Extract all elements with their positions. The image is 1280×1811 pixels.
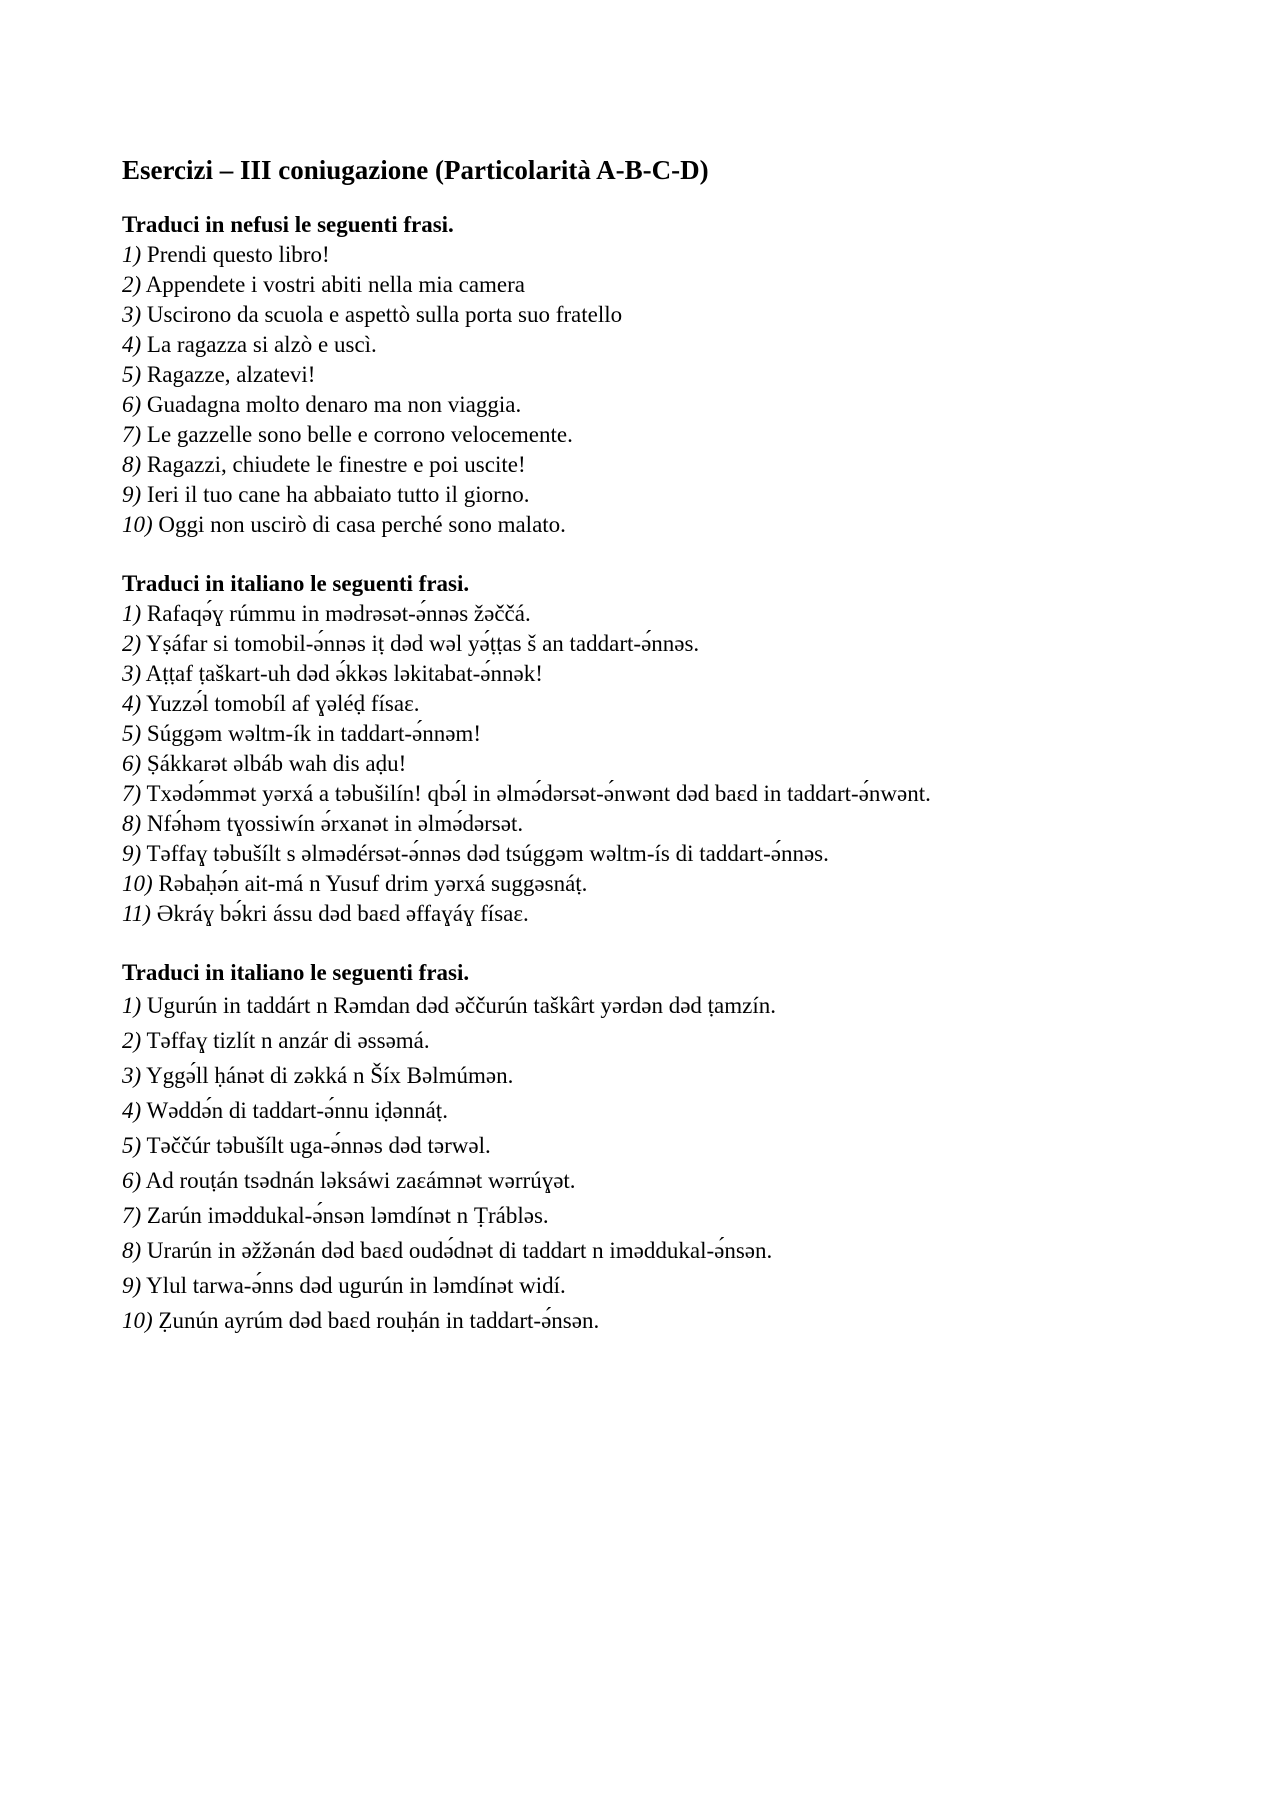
- item-text: Nfə́həm tɣossiwín ə́rxanət in əlmə́dərsət.: [141, 811, 524, 836]
- item-number: 8): [122, 1238, 142, 1263]
- item-text: La ragazza si alzò e uscì.: [141, 332, 377, 357]
- item-number: 10): [122, 1308, 153, 1333]
- item-number: 7): [122, 1203, 142, 1228]
- item-text: Ṣákkarət əlbáb wah dis aḍu!: [141, 751, 407, 776]
- item-text: Urarún in əžžənán dəd baɛd oudə́dnət di taddart n iməddukal-ə́nsən.: [141, 1238, 773, 1263]
- sentence-list: [122, 599, 1162, 929]
- item-number: 1): [122, 993, 142, 1018]
- item-text: Ẓunún ayrúm dəd baɛd rouḥán in taddart-ə́nsən.: [152, 1308, 600, 1333]
- item-text: Appendete i vostri abiti nella mia camera: [141, 272, 526, 297]
- list-item: [122, 659, 1162, 689]
- item-text: Əkráɣ bə́kri ássu dəd baɛd əffaɣáɣ físaɛ.: [150, 901, 529, 926]
- list-item: [122, 390, 1162, 420]
- item-text: Yuzzə́l tomobíl af ɣəléḍ físaɛ.: [141, 691, 420, 716]
- document-page: [122, 150, 1162, 1338]
- item-text: Ylul tarwa-ə́nns dəd ugurún in ləmdínət widí.: [141, 1273, 566, 1298]
- item-number: 10): [122, 871, 153, 896]
- document-title: Esercizi – III coniugazione (Particolarità A-B-C-D): [122, 155, 709, 185]
- item-number: 9): [122, 482, 142, 507]
- section-heading: Traduci in italiano le seguenti frasi.: [122, 960, 470, 985]
- list-item: [122, 1233, 1162, 1268]
- section-heading: Traduci in italiano le seguenti frasi.: [122, 571, 470, 596]
- item-number: 7): [122, 781, 142, 806]
- list-item: [122, 330, 1162, 360]
- list-item: [122, 300, 1162, 330]
- list-item: [122, 599, 1162, 629]
- list-item: [122, 420, 1162, 450]
- item-number: 9): [122, 1273, 142, 1298]
- item-text: Ragazzi, chiudete le finestre e poi uscite!: [141, 452, 526, 477]
- item-text: Guadagna molto denaro ma non viaggia.: [141, 392, 522, 417]
- item-number: 4): [122, 1098, 142, 1123]
- item-number: 5): [122, 1133, 142, 1158]
- list-item: [122, 1198, 1162, 1233]
- item-number: 1): [122, 242, 142, 267]
- list-item: [122, 809, 1162, 839]
- item-text: Txədə́mmət yərxá a təbušilín! qbə́l in əlmə́dərsət-ə́nwənt dəd baɛd in taddart-ə́nwənt.: [141, 781, 931, 806]
- item-text: Le gazzelle sono belle e corrono velocemente.: [141, 422, 573, 447]
- list-item: [122, 450, 1162, 480]
- item-number: 2): [122, 631, 142, 656]
- item-number: 9): [122, 841, 142, 866]
- item-number: 6): [122, 1168, 142, 1193]
- item-text: Ragazze, alzatevi!: [141, 362, 316, 387]
- item-number: 2): [122, 1028, 142, 1053]
- list-item: [122, 360, 1162, 390]
- list-item: [122, 270, 1162, 300]
- item-text: Yṣáfar si tomobil-ə́nnəs iṭ dəd wəl yə́ṭṭas š an taddart-ə́nnəs.: [141, 631, 700, 656]
- list-item: [122, 1058, 1162, 1093]
- item-text: Təffaɣ tizlít n anzár di əssəmá.: [141, 1028, 430, 1053]
- item-number: 8): [122, 811, 142, 836]
- item-number: 6): [122, 392, 142, 417]
- item-number: 7): [122, 422, 142, 447]
- item-number: 8): [122, 452, 142, 477]
- item-number: 3): [122, 1063, 142, 1088]
- list-item: [122, 689, 1162, 719]
- list-item: [122, 510, 1162, 540]
- item-text: Prendi questo libro!: [141, 242, 330, 267]
- list-item: [122, 1303, 1162, 1338]
- list-item: [122, 1163, 1162, 1198]
- item-text: Rafaqə́ɣ rúmmu in mədrəsət-ə́nnəs žəččá.: [141, 601, 531, 626]
- exercise-section-nefusi: [122, 210, 1162, 540]
- exercise-section-italiano-2: [122, 958, 1162, 1338]
- list-item: [122, 779, 1162, 809]
- list-item: [122, 988, 1162, 1023]
- item-number: 6): [122, 751, 142, 776]
- list-item: [122, 480, 1162, 510]
- item-text: Súggəm wəltm-ík in taddart-ə́nnəm!: [141, 721, 481, 746]
- item-text: Ieri il tuo cane ha abbaiato tutto il giorno.: [141, 482, 530, 507]
- item-number: 4): [122, 332, 142, 357]
- item-number: 4): [122, 691, 142, 716]
- item-text: Oggi non uscirò di casa perché sono malato.: [152, 512, 566, 537]
- item-text: Təffaɣ təbušílt s əlmədérsət-ə́nnəs dəd tsúggəm wəltm-ís di taddart-ə́nnəs.: [141, 841, 829, 866]
- list-item: [122, 719, 1162, 749]
- exercise-section-italiano-1: [122, 569, 1162, 929]
- item-text: Rəbaḥə́n ait-má n Yusuf drim yərxá suggəsnáṭ.: [152, 871, 588, 896]
- item-text: Yggə́ll ḥánət di zəkká n Šíx Bəlmúmən.: [141, 1063, 514, 1088]
- list-item: [122, 869, 1162, 899]
- item-number: 1): [122, 601, 142, 626]
- list-item: [122, 1128, 1162, 1163]
- item-text: Ad rouṭán tsədnán ləksáwi zaɛámnət wərrúɣət.: [141, 1168, 576, 1193]
- list-item: [122, 1268, 1162, 1303]
- item-text: Təččúr təbušílt uga-ə́nnəs dəd tərwəl.: [141, 1133, 491, 1158]
- sentence-list: [122, 988, 1162, 1338]
- list-item: [122, 1093, 1162, 1128]
- item-number: 5): [122, 721, 142, 746]
- item-number: 3): [122, 302, 142, 327]
- item-text: Wəddə́n di taddart-ə́nnu iḍənnáṭ.: [141, 1098, 448, 1123]
- item-number: 2): [122, 272, 142, 297]
- item-text: Zarún iməddukal-ə́nsən ləmdínət n Ṭrábləs.: [141, 1203, 549, 1228]
- list-item: [122, 749, 1162, 779]
- item-number: 5): [122, 362, 142, 387]
- item-text: Ugurún in taddárt n Rəmdan dəd əččurún taškârt yərdən dəd ṭamzín.: [141, 993, 777, 1018]
- item-number: 10): [122, 512, 153, 537]
- item-number: 3): [122, 661, 142, 686]
- sentence-list: [122, 240, 1162, 540]
- list-item: [122, 240, 1162, 270]
- list-item: [122, 1023, 1162, 1058]
- list-item: [122, 629, 1162, 659]
- item-text: Aṭṭaf ṭaškart-uh dəd ə́kkəs ləkitabat-ə́nnək!: [141, 661, 543, 686]
- list-item: [122, 899, 1162, 929]
- item-text: Uscirono da scuola e aspettò sulla porta suo fratello: [141, 302, 623, 327]
- item-number: 11): [122, 901, 151, 926]
- section-heading: Traduci in nefusi le seguenti frasi.: [122, 212, 454, 237]
- list-item: [122, 839, 1162, 869]
